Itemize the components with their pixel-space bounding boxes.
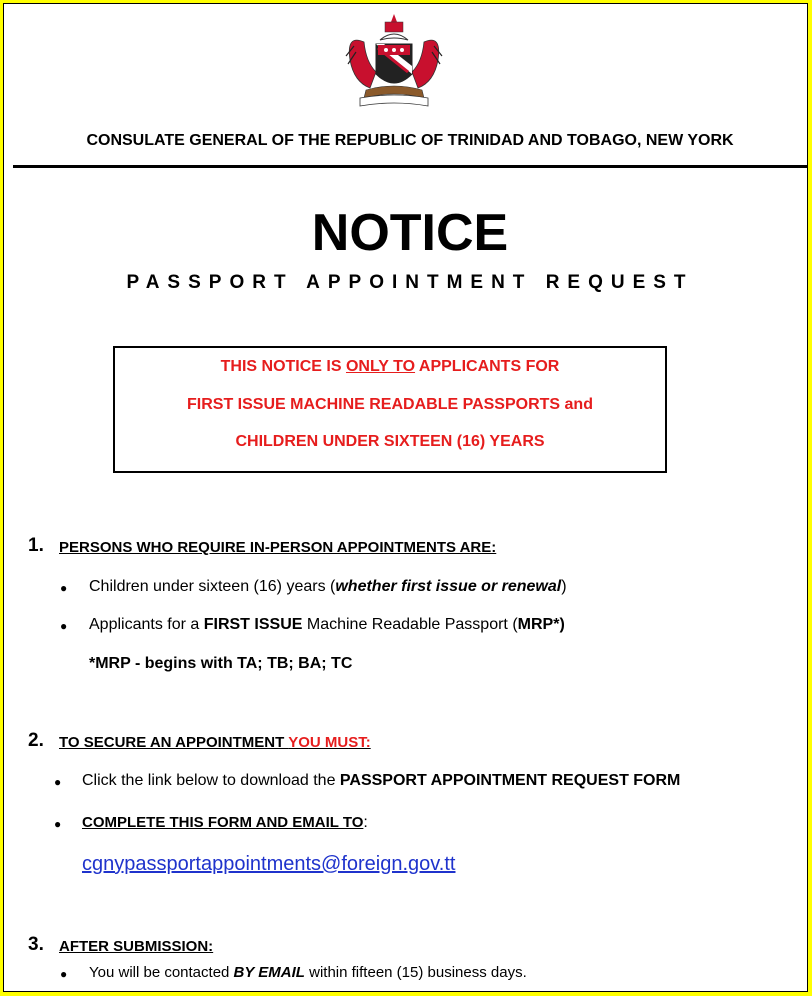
header-divider: [13, 165, 807, 168]
section-2-item-2: COMPLETE THIS FORM AND EMAIL TO:: [82, 814, 368, 831]
bullet-icon: ●: [54, 775, 62, 789]
bullet-icon: ●: [60, 581, 68, 595]
section-1-item-1: Children under sixteen (16) years (whether first issue or renewal): [89, 578, 567, 595]
bullet-icon: ●: [54, 817, 62, 831]
section-3-heading: AFTER SUBMISSION:: [59, 938, 214, 955]
bullet-icon: ●: [60, 967, 68, 981]
notice-page: [3, 3, 808, 992]
section-1-number: 1.: [28, 535, 44, 556]
section-2-heading: TO SECURE AN APPOINTMENT YOU MUST:: [59, 734, 371, 751]
email-link[interactable]: cgnypassportappointments@foreign.gov.tt: [82, 853, 456, 875]
section-3-number: 3.: [28, 934, 44, 955]
section-3-item-1: You will be contacted BY EMAIL within fifteen (15) business days.: [89, 964, 527, 981]
consulate-heading: CONSULATE GENERAL OF THE REPUBLIC OF TRINIDAD AND TOBAGO, NEW YORK: [86, 132, 734, 149]
section-2-number: 2.: [28, 730, 44, 751]
notice-box-line-1: THIS NOTICE IS ONLY TO APPLICANTS FOR: [220, 358, 560, 375]
notice-box: [113, 346, 667, 473]
bullet-icon: ●: [60, 619, 68, 633]
coat-of-arms-icon: [336, 12, 452, 116]
section-2-item-1: Click the link below to download the PASSPORT APPOINTMENT REQUEST FORM: [82, 772, 681, 789]
section-1-heading: PERSONS WHO REQUIRE IN-PERSON APPOINTMENTS ARE:: [59, 539, 497, 556]
notice-box-line-3: CHILDREN UNDER SIXTEEN (16) YEARS: [235, 433, 545, 450]
page-subtitle: PASSPORT APPOINTMENT REQUEST: [126, 272, 694, 293]
mrp-note: *MRP - begins with TA; TB; BA; TC: [89, 655, 353, 672]
page-title: NOTICE: [311, 204, 509, 262]
notice-box-line-2: FIRST ISSUE MACHINE READABLE PASSPORTS and: [187, 396, 593, 413]
section-1-item-2: Applicants for a FIRST ISSUE Machine Readable Passport (MRP*): [89, 616, 565, 633]
